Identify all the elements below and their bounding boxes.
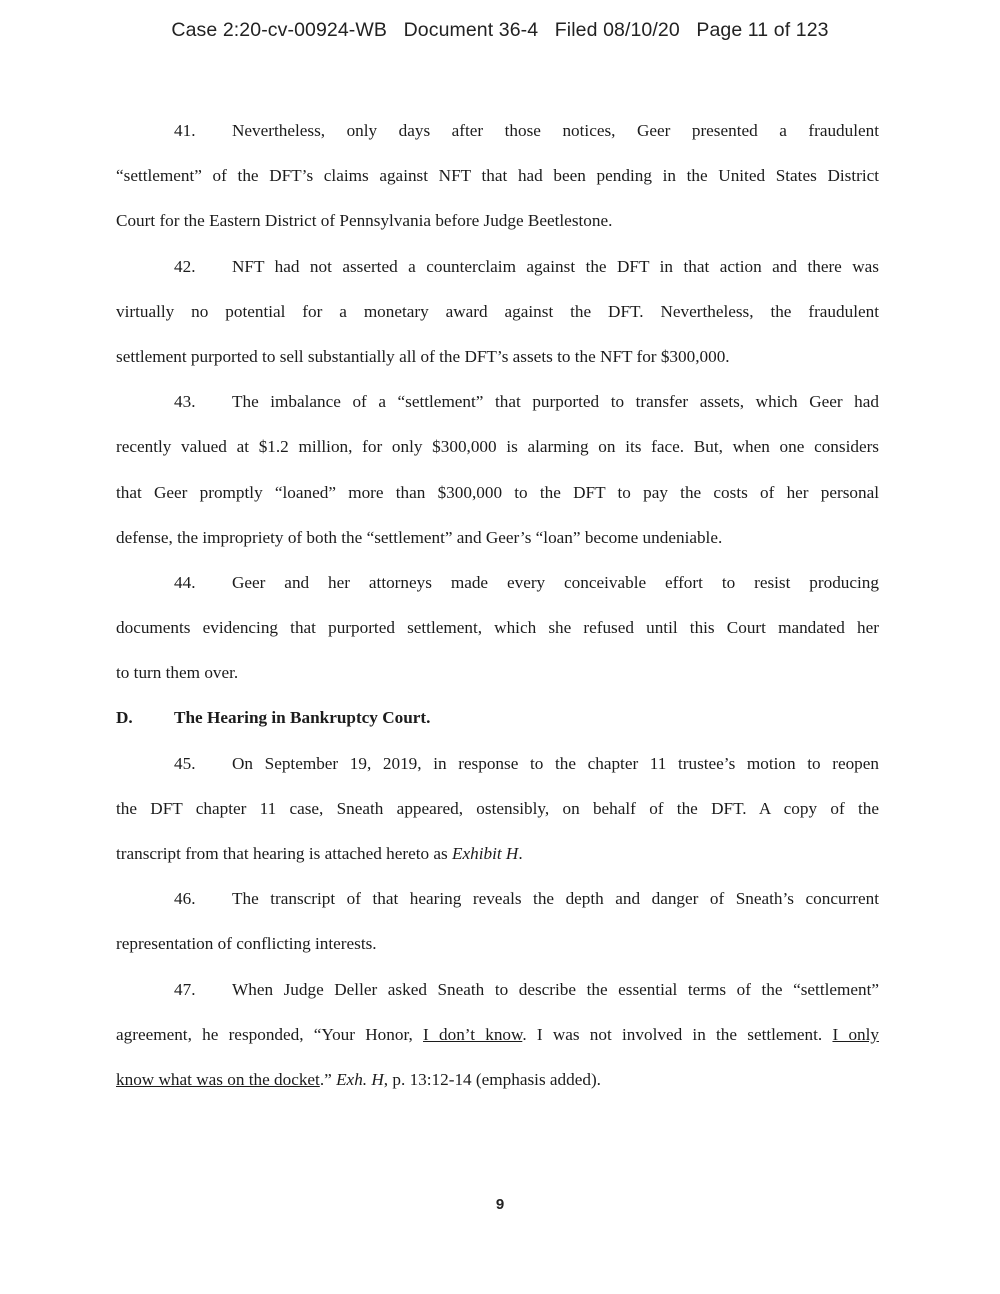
paragraph-41-line-2: “settlement” of the DFT’s claims against NFT that had been pending in the United States District [116, 166, 879, 185]
paragraph-46-line-2: representation of conflicting interests. [116, 934, 377, 953]
paragraph-45-line-3: transcript from that hearing is attached hereto as Exhibit H. [116, 844, 523, 863]
paragraph-42-line-3: settlement purported to sell substantially all of the DFT’s assets to the NFT for $300,000. [116, 347, 730, 366]
exhibit-citation: Exh. H [336, 1070, 384, 1089]
paragraph-47-line-1: 47. When Judge Deller asked Sneath to describe the essential terms of the “settlement” [174, 980, 879, 999]
paragraph-43-line-3: that Geer promptly “loaned” more than $300,000 to the DFT to pay the costs of her personal [116, 483, 879, 502]
case-number: Case 2:20-cv-00924-WB [171, 19, 388, 41]
paragraph-number: 42. [174, 257, 196, 276]
paragraph-44-line-1: 44. Geer and her attorneys made every conceivable effort to resist producing [174, 573, 879, 592]
paragraph-number: 45. [174, 754, 196, 773]
section-letter: D. [116, 708, 133, 727]
paragraph-45-line-1: 45. On September 19, 2019, in response to the chapter 11 trustee’s motion to reopen [174, 754, 879, 773]
paragraph-number: 41. [174, 121, 196, 140]
paragraph-44-line-3: to turn them over. [116, 663, 239, 682]
paragraph-47-line-2: agreement, he responded, “Your Honor, I don’t know. I was not involved in the settlement. I only [116, 1025, 879, 1044]
underlined-quote: know what was on the docket [116, 1070, 320, 1089]
page-count: Page 11 of 123 [696, 19, 829, 41]
paragraph-42-line-2: virtually no potential for a monetary award against the DFT. Nevertheless, the fraudulent [116, 302, 879, 321]
paragraph-47-line-3: know what was on the docket.” Exh. H, p. 13:12-14 (emphasis added). [116, 1070, 601, 1089]
paragraph-41-line-1: 41. Nevertheless, only days after those notices, Geer presented a fraudulent [174, 121, 879, 140]
underlined-quote: I don’t know [423, 1025, 523, 1044]
paragraph-number: 44. [174, 573, 196, 592]
paragraph-44-line-2: documents evidencing that purported settlement, which she refused until this Court mandated her [116, 618, 879, 637]
paragraph-43-line-1: 43. The imbalance of a “settlement” that purported to transfer assets, which Geer had [174, 392, 879, 411]
document-number: Document 36-4 [403, 19, 539, 41]
paragraph-number: 47. [174, 980, 196, 999]
filed-date: Filed 08/10/20 [554, 19, 680, 41]
exhibit-reference: Exhibit H [451, 844, 519, 863]
section-heading-d [116, 708, 430, 728]
section-title: The Hearing in Bankruptcy Court. [174, 708, 431, 727]
paragraph-43-line-4: defense, the impropriety of both the “settlement” and Geer’s “loan” become undeniable. [116, 528, 723, 547]
paragraph-43-line-2: recently valued at $1.2 million, for only $300,000 is alarming on its face. But, when one considers [116, 437, 879, 456]
paragraph-46-line-1: 46. The transcript of that hearing reveals the depth and danger of Sneath’s concurrent [174, 889, 879, 908]
paragraph-number: 43. [174, 392, 196, 411]
paragraph-number: 46. [174, 889, 196, 908]
paragraph-45-line-2: the DFT chapter 11 case, Sneath appeared, ostensibly, on behalf of the DFT. A copy of the [116, 799, 879, 818]
page-number: 9 [495, 1196, 505, 1213]
underlined-quote: I only [832, 1025, 879, 1044]
paragraph-42-line-1: 42. NFT had not asserted a counterclaim against the DFT in that action and there was [174, 257, 879, 276]
paragraph-41-line-3: Court for the Eastern District of Pennsylvania before Judge Beetlestone. [116, 211, 613, 230]
